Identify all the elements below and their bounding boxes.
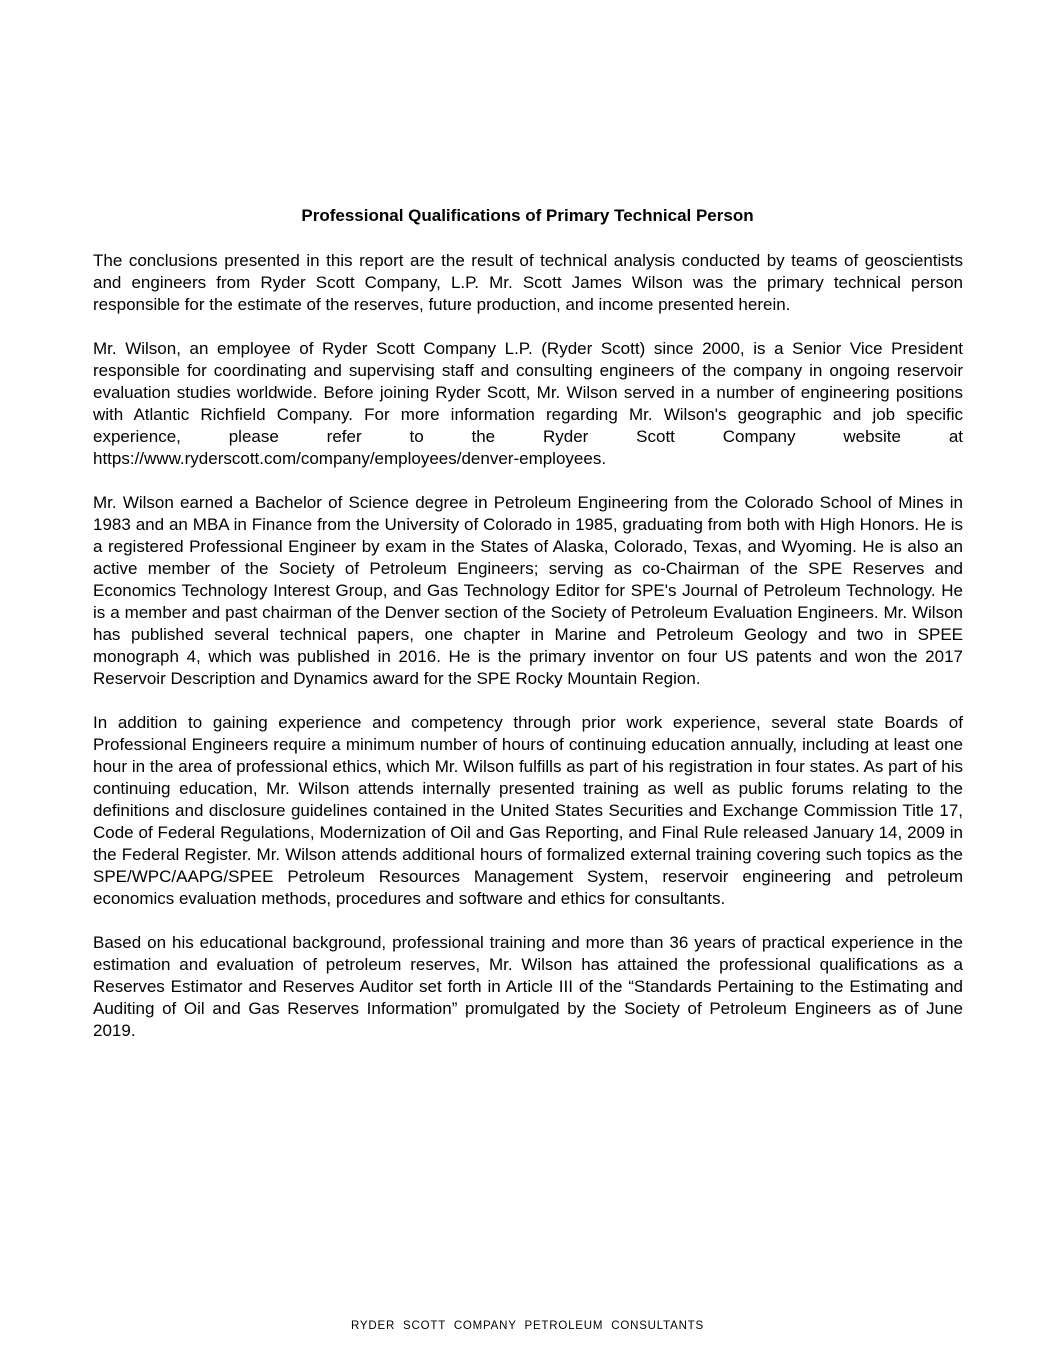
page-footer: RYDER SCOTT COMPANY PETROLEUM CONSULTANTS	[351, 1320, 704, 1332]
paragraph-continuing-education: In addition to gaining experience and competency through prior work experience, several state Boards of Professional Engineers require a minimum number of hours of continuing education annually, including at least one hour in the area of professional ethics, which Mr. Wilson fulfills as part of his registration in four states. As part of his continuing education, Mr. Wilson attends internally presented training as well as public forums relating to the definitions and disclosure guidelines contained in the United States Securities and Exchange Commission Title 17, Code of Federal Regulations, Modernization of Oil and Gas Reporting, and Final Rule released January 14, 2009 in the Federal Register. Mr. Wilson attends additional hours of formalized external training covering such topics as the SPE/WPC/AAPG/SPEE Petroleum Resources Management System, reservoir engineering and petroleum economics evaluation methods, procedures and software and ethics for consultants.	[93, 713, 963, 908]
paragraph-education: Mr. Wilson earned a Bachelor of Science degree in Petroleum Engineering from the Colorado School of Mines in 1983 and an MBA in Finance from the University of Colorado in 1985, graduating from both with High Honors. He is a registered Professional Engineer by exam in the States of Alaska, Colorado, Texas, and Wyoming. He is also an active member of the Society of Petroleum Engineers; serving as co-Chairman of the SPE Reserves and Economics Technology Interest Group, and Gas Technology Editor for SPE's Journal of Petroleum Technology. He is a member and past chairman of the Denver section of the Society of Petroleum Evaluation Engineers. Mr. Wilson has published several technical papers, one chapter in Marine and Petroleum Geology and two in SPEE monograph 4, which was published in 2016. He is the primary inventor on four US patents and won the 2017 Reservoir Description and Dynamics award for the SPE Rocky Mountain Region.	[93, 493, 963, 688]
paragraph-conclusions: The conclusions presented in this report are the result of technical analysis conducted by teams of geoscientists and engineers from Ryder Scott Company, L.P. Mr. Scott James Wilson was the primary technical person responsible for the estimate of the reserves, future production, and income presented herein.	[93, 251, 963, 314]
paragraph-qualifications: Based on his educational background, professional training and more than 36 years of practical experience in the estimation and evaluation of petroleum reserves, Mr. Wilson has attained the professional qualifications as a Reserves Estimator and Reserves Auditor set forth in Article III of the “Standards Pertaining to the Estimating and Auditing of Oil and Gas Reserves Information” promulgated by the Society of Petroleum Engineers as of June 2019.	[93, 933, 963, 1040]
paragraph-employment: Mr. Wilson, an employee of Ryder Scott Company L.P. (Ryder Scott) since 2000, is a Senior Vice President responsible for coordinating and supervising staff and consulting engineers of the company in ongoing reservoir evaluation studies worldwide. Before joining Ryder Scott, Mr. Wilson served in a number of engineering positions with Atlantic Richfield Company. For more information regarding Mr. Wilson's geographic and job specific experience, please refer to the Ryder Scott Company website at https://www.ryderscott.com/company/employees/denver-employees.	[93, 339, 963, 468]
document-body	[93, 250, 963, 1064]
page-title: Professional Qualifications of Primary Technical Person	[301, 206, 754, 225]
